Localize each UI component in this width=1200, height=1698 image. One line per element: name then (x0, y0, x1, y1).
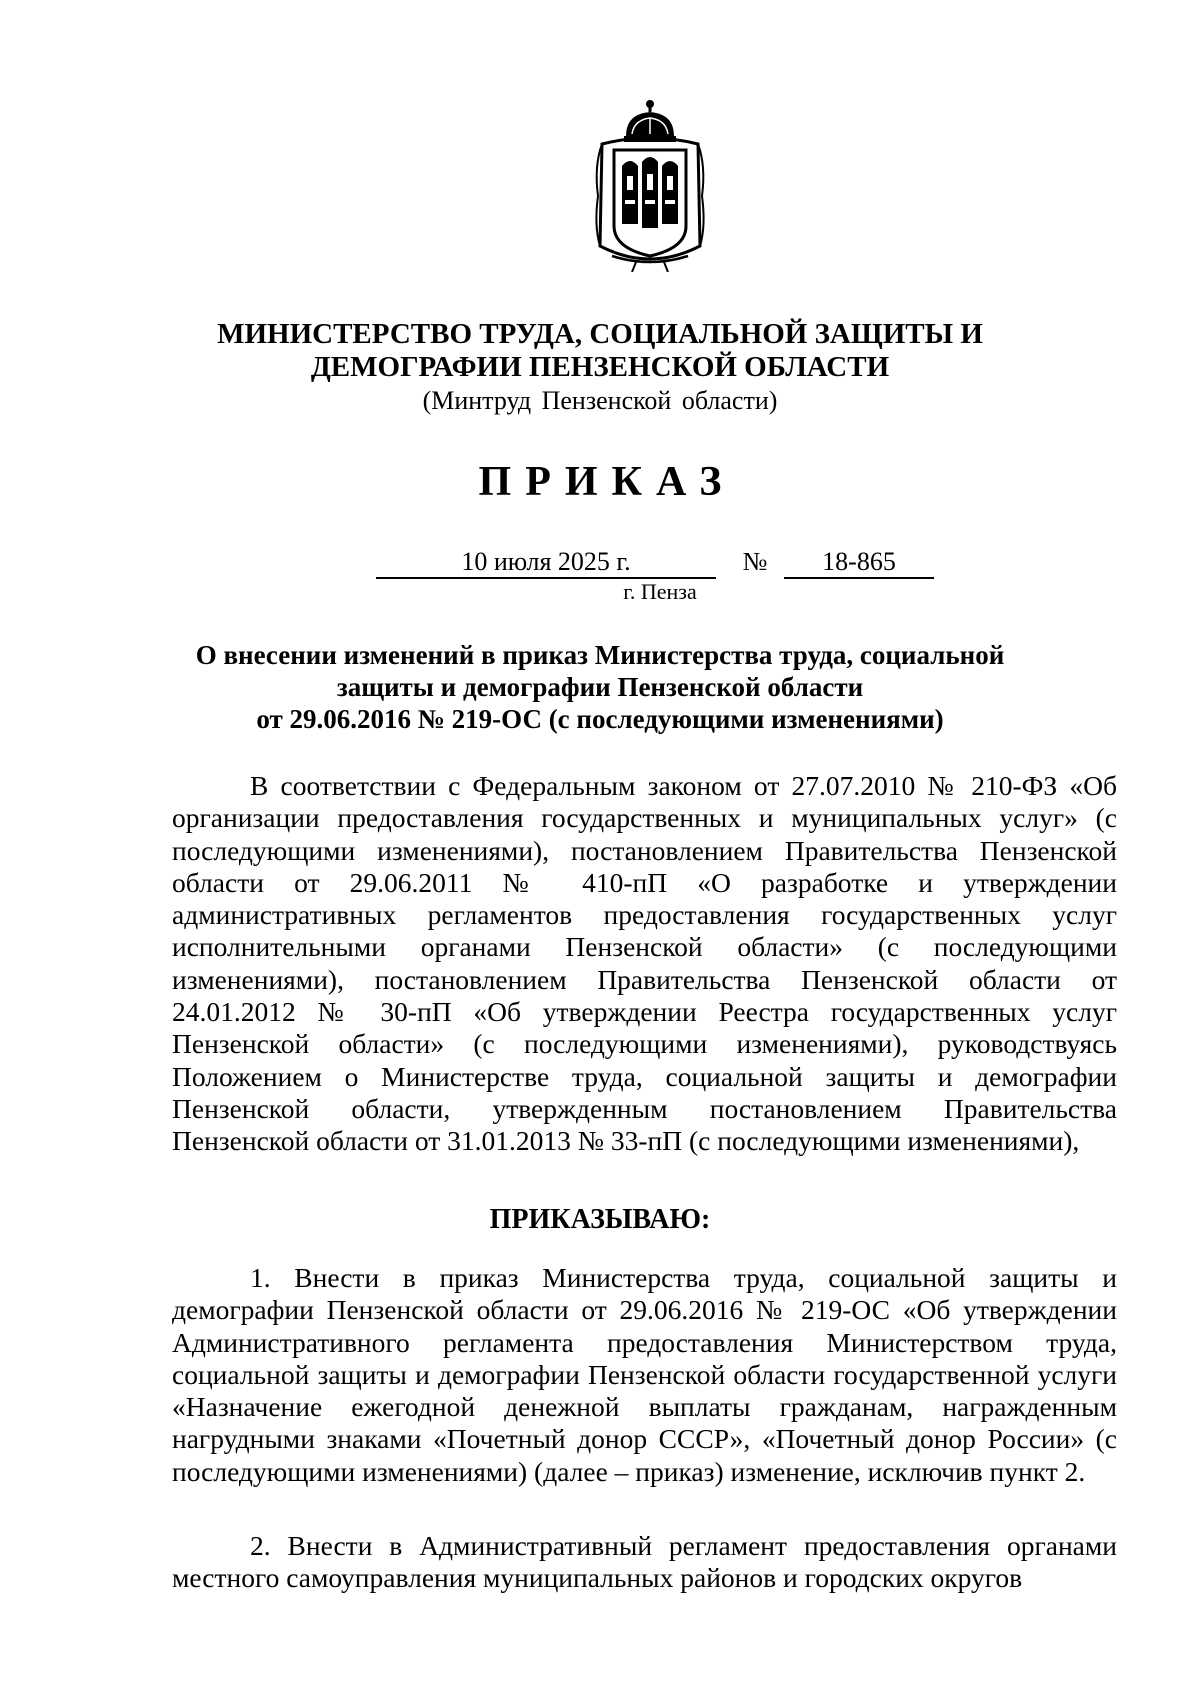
organization-short-name: (Минтруд Пензенской области) (422, 386, 778, 415)
document-date: 10 июля 2025 г. (376, 547, 716, 579)
subject-line3: от 29.06.2016 № 219-ОС (с последующими изменениями) (256, 704, 944, 734)
subject-line1: О внесении изменений в приказ Министерства труда, социальной (195, 640, 1005, 670)
order-item-1: 1. Внести в приказ Министерства труда, социальной защиты и демографии Пензенской области от 29.06.2016 № 219-ОС «Об утверждении Административного регламента предоставления Министерством труда, социальной защиты и демографии Пензенской области государственной услуги «Назначение ежегодной денежной выплаты гражданам, награжденным нагрудными знаками «Почетный донор СССР», «Почетный донор России» (с последующими изменениями) (далее – приказ) изменение, исключив пункт 2. (172, 1262, 1117, 1487)
organization-name (150, 318, 1050, 384)
organization-name-line2: ДЕМОГРАФИИ ПЕНЗЕНСКОЙ ОБЛАСТИ (310, 351, 890, 383)
order-directive-heading: ПРИКАЗЫВАЮ: (489, 1204, 711, 1235)
order-item-2: 2. Внести в Административный регламент предоставления органами местного самоуправления муниципальных районов и городских округов (172, 1530, 1117, 1594)
organization-name-line1: МИНИСТЕРСТВО ТРУДА, СОЦИАЛЬНОЙ ЗАЩИТЫ И (217, 318, 983, 350)
document-number: 18-865 (784, 547, 934, 579)
document-city: г. Пенза (623, 579, 697, 604)
subject-line2: защиты и демографии Пензенской области (336, 672, 864, 702)
penza-coat-of-arms-icon (592, 96, 708, 272)
preamble-paragraph: В соответствии с Федеральным законом от 27.07.2010 № 210-ФЗ «Об организации предоставления государственных и муниципальных услуг» (с последующими изменениями), постановлением Правительства Пензенской области от 29.06.2011 № 410-пП «О разработке и утверждении административных регламентов предоставления государственных услуг исполнительными органами Пензенской области» (с последующими изменениями), постановлением Правительства Пензенской области от 24.01.2012 № 30-пП «Об утверждении Реестра государственных услуг Пензенской области» (с последующими изменениями), руководствуясь Положением о Министерстве труда, социальной защиты и демографии Пензенской области, утвержденным постановлением Правительства Пензенской области от 31.01.2013 № 33-пП (с последующими изменениями), (172, 770, 1117, 1157)
document-type-title: ПРИКАЗ (478, 459, 736, 505)
document-subject (150, 639, 1050, 735)
number-sign: № (742, 547, 768, 576)
